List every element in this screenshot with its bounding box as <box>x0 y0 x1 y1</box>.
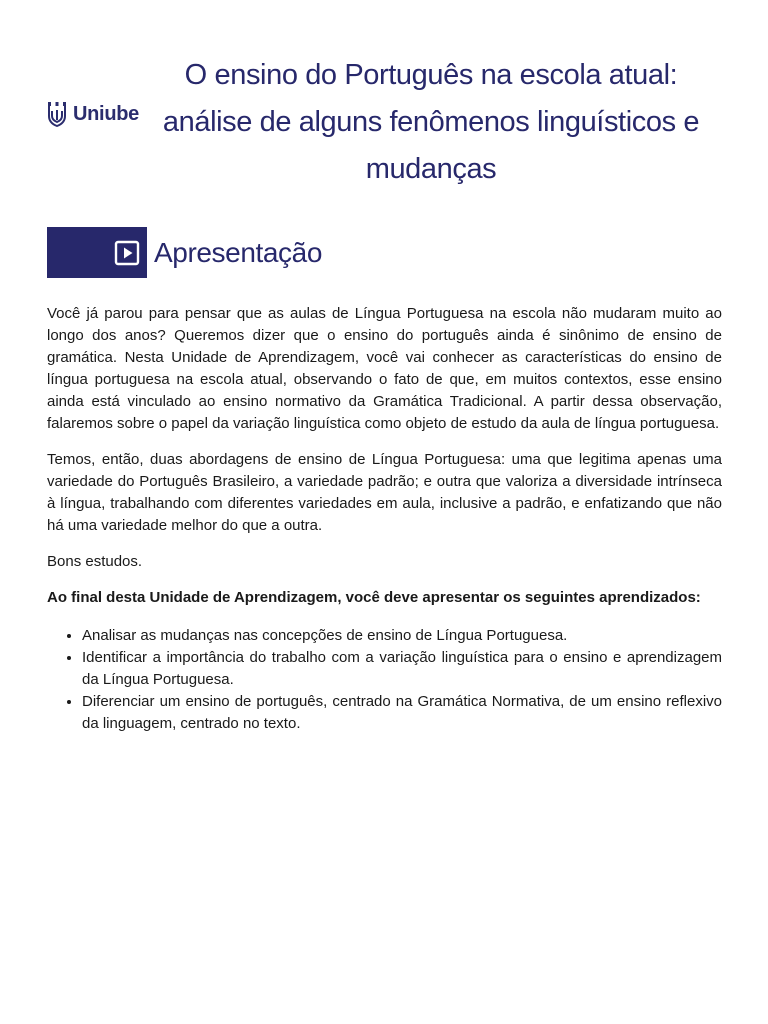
page-title <box>140 52 722 193</box>
main-content <box>47 303 722 735</box>
section-badge <box>47 227 147 278</box>
section-header <box>47 227 322 278</box>
paragraph: Bons estudos. <box>47 553 143 570</box>
page-header <box>0 0 768 200</box>
uniube-logo <box>47 101 139 127</box>
paragraph: Temos, então, duas abordagens de ensino de Língua Portuguesa: uma que legitima apenas uma variedade do Português Brasileiro, a variedade padrão; e outra que valoriza a diversidade intrínseca à língua, trabalhando com diferentes variedades em aula, inclusive a padrão, e enfatizando que não há uma variedade melhor do que a outra. <box>47 451 722 534</box>
title-line: mudanças <box>365 153 497 185</box>
list-item: • Identificar a importância do trabalho com a variação linguística para o ensino e aprendizagem da Língua Portuguesa. <box>82 647 722 691</box>
list-item: • Analisar as mudanças nas concepções de ensino de Língua Portuguesa. <box>82 625 722 647</box>
shield-crest-icon <box>47 101 67 127</box>
title-line: análise de alguns fenômenos linguísticos e <box>162 106 700 138</box>
section-title: Apresentação <box>154 236 322 268</box>
play-icon <box>114 240 140 266</box>
list-item: • Diferenciar um ensino de português, centrado na Gramática Normativa, de um ensino reflexivo da linguagem, centrado no texto. <box>82 691 722 735</box>
title-line: O ensino do Português na escola atual: <box>184 59 678 91</box>
objectives-list <box>47 625 722 735</box>
objectives-intro: Ao final desta Unidade de Aprendizagem, você deve apresentar os seguintes aprendizados: <box>47 589 701 606</box>
logo-text: Uniube <box>73 102 139 125</box>
paragraph: Você já parou para pensar que as aulas de Língua Portuguesa na escola não mudaram muito ao longo dos anos? Queremos dizer que o ensino do português ainda é sinônimo de ensino de gramática. Nesta Unidade de Aprendizagem, você vai conhecer as características do ensino de língua portuguesa na escola atual, observando o fato de que, em muitos contextos, esse ensino ainda está vinculado ao ensino normativo da Gramática Tradicional. A partir dessa observação, falaremos sobre o papel da variação linguística como objeto de estudo da aula de língua portuguesa. <box>47 305 722 432</box>
